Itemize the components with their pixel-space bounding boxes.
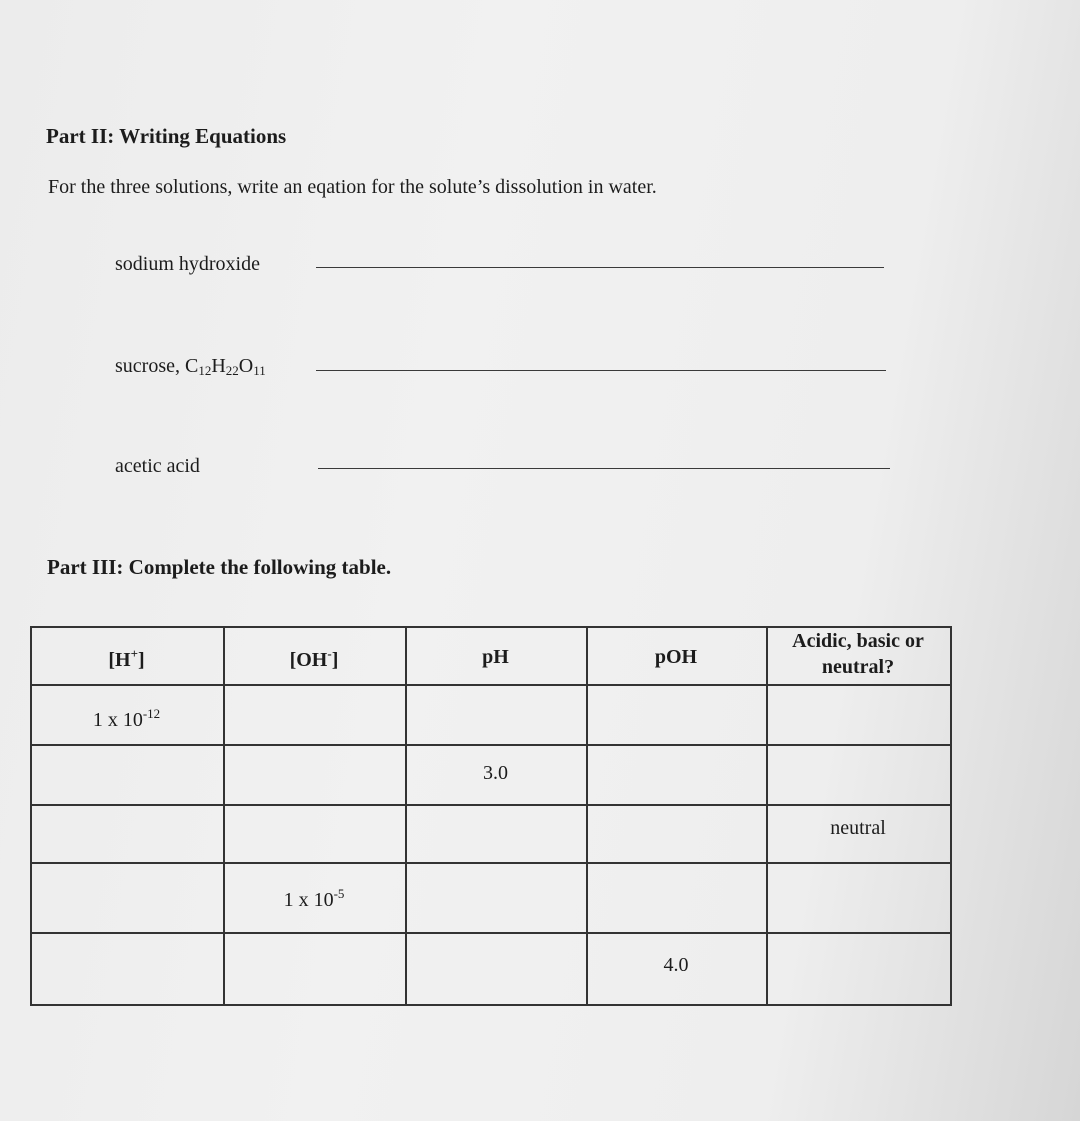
item-sucrose: sucrose, $C_{12}H_{22}O_{11}$ (115, 355, 266, 378)
part2-instruction: For the three solutions, write an eqation for the solute’s dissolution in water. (48, 176, 657, 198)
part3-heading: Part III: Complete the following table. (47, 555, 392, 579)
header-oh-concentration: [OH-] (289, 646, 339, 671)
cell-row3-nature: neutral (830, 817, 886, 839)
cell-row5-poh: 4.0 (663, 954, 689, 976)
cell-row2-ph: 3.0 (483, 762, 508, 784)
item-sodium-hydroxide: sodium hydroxide (115, 253, 260, 275)
cell-row4-oh: 1 x $10^{-5}$ (283, 886, 345, 911)
table-rule (30, 684, 952, 686)
table-rule (30, 1004, 952, 1006)
header-ph: pH (482, 646, 509, 668)
answer-line-acetic-acid[interactable] (318, 468, 890, 469)
table-rule (30, 626, 32, 1006)
header-h-concentration: [H+] (108, 646, 145, 671)
table-rule (223, 626, 225, 1006)
table-rule (30, 804, 952, 806)
table-rule (586, 626, 588, 1006)
table-rule (30, 932, 952, 934)
table-rule (766, 626, 768, 1006)
header-acidic-basic-neutral: Acidic, basic or neutral? (792, 630, 924, 678)
part2-heading: Part II: Writing Equations (46, 124, 287, 148)
answer-line-sodium-hydroxide[interactable] (316, 267, 884, 268)
ph-table (30, 626, 952, 1006)
table-rule (950, 626, 952, 1006)
cell-row1-h: 1 x $10^{-12}$ (92, 706, 161, 731)
table-rule (405, 626, 407, 1006)
header-poh: pOH (654, 646, 698, 668)
item-acetic-acid: acetic acid (115, 455, 200, 477)
answer-line-sucrose[interactable] (316, 370, 886, 371)
table-rule (30, 744, 952, 746)
table-rule (30, 862, 952, 864)
